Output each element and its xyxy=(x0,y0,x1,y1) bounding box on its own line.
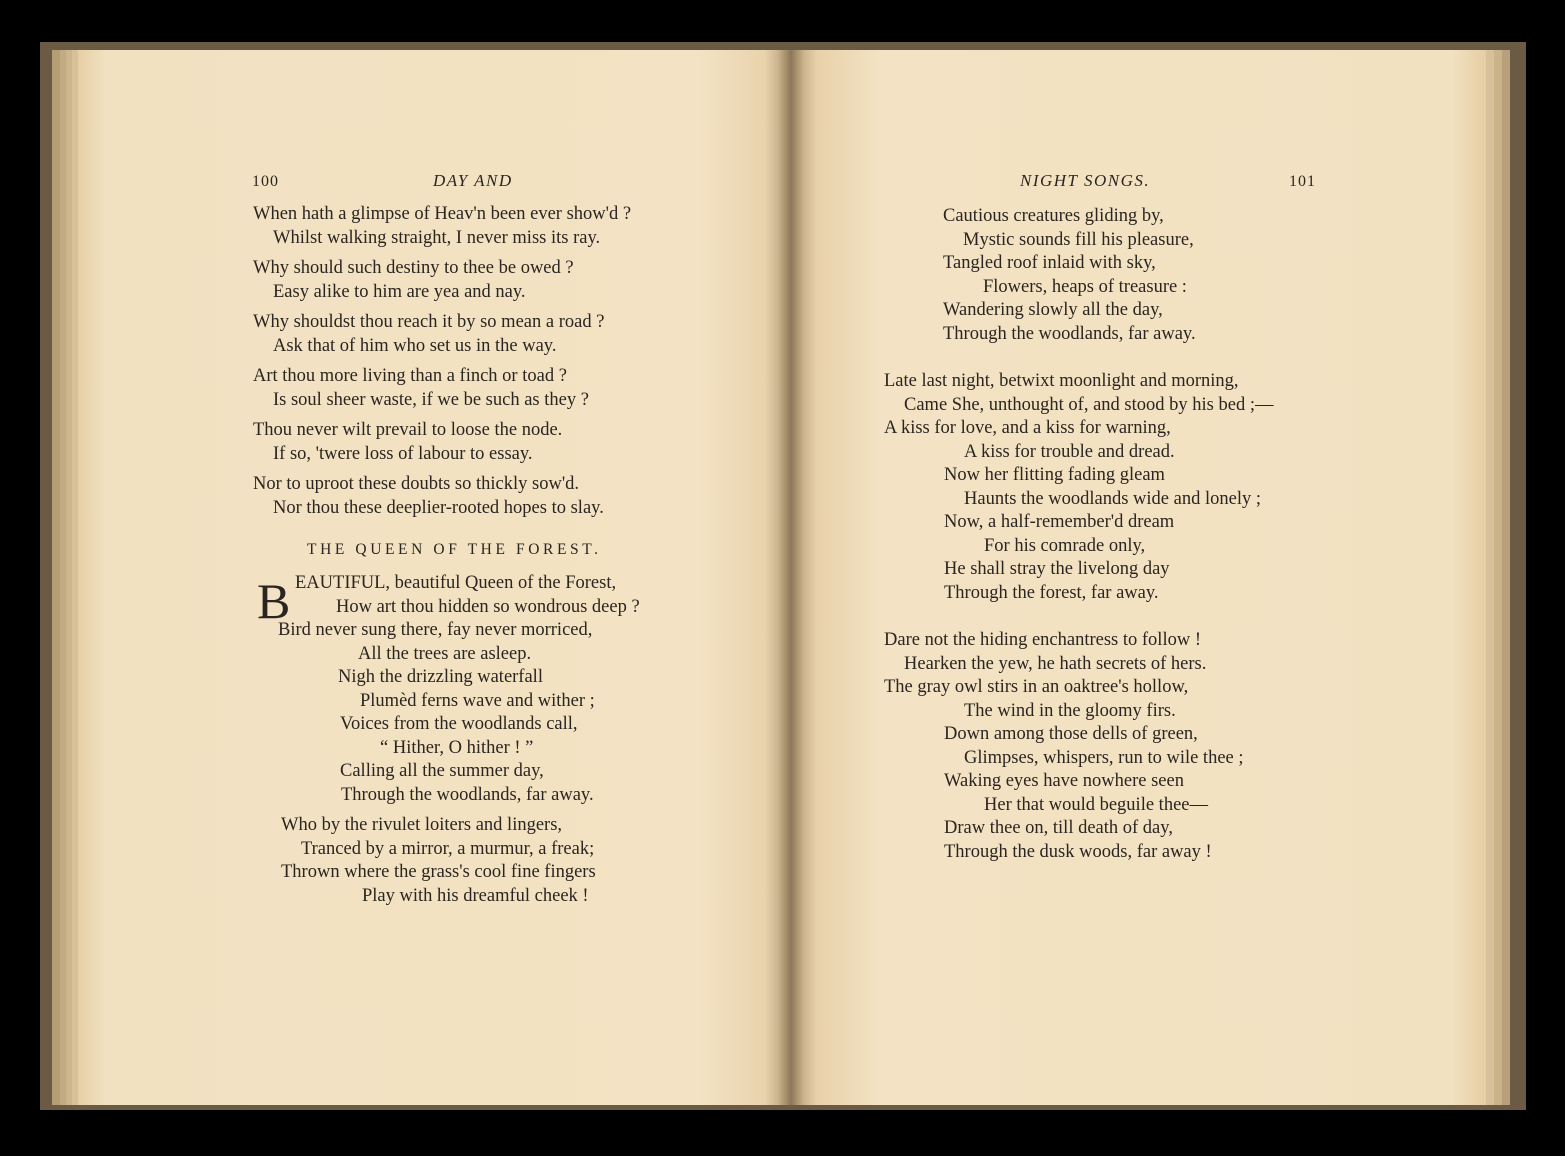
verse-line: Is soul sheer waste, if we be such as they ? xyxy=(273,389,589,410)
book-gutter xyxy=(778,50,804,1105)
verse-line: “ Hither, O hither ! ” xyxy=(380,737,534,758)
verse-line: Nor to uproot these doubts so thickly sow'd. xyxy=(253,474,580,494)
verse-line: Tangled roof inlaid with sky, xyxy=(943,253,1156,273)
verse-line: For his comrade only, xyxy=(984,535,1146,556)
verse-line: He shall stray the livelong day xyxy=(944,559,1170,579)
verse-line: Ask that of him who set us in the way. xyxy=(273,335,557,356)
right-page-number: 101 xyxy=(1289,173,1316,190)
verse-line: Glimpses, whispers, run to wile thee ; xyxy=(964,747,1244,768)
verse-line: Nigh the drizzling waterfall xyxy=(338,667,543,687)
verse-line: Her that would beguile thee— xyxy=(984,794,1208,815)
verse-line: The gray owl stirs in an oaktree's hollow, xyxy=(884,677,1189,697)
verse-line: Flowers, heaps of treasure : xyxy=(983,276,1187,297)
verse-line: Through the dusk woods, far away ! xyxy=(944,841,1212,862)
left-running-head: DAY AND xyxy=(433,171,513,190)
drop-cap: B xyxy=(257,573,291,629)
verse-line: A kiss for love, and a kiss for warning, xyxy=(884,418,1171,438)
verse-line: Why shouldst thou reach it by so mean a road ? xyxy=(253,312,605,332)
verse-line: Art thou more living than a finch or toad ? xyxy=(253,366,567,386)
verse-line: Came She, unthought of, and stood by his bed ;— xyxy=(904,394,1274,415)
verse-line: Mystic sounds fill his pleasure, xyxy=(963,229,1194,250)
verse-line: Down among those dells of green, xyxy=(944,724,1198,744)
verse-line: Easy alike to him are yea and nay. xyxy=(273,281,526,302)
verse-line: The wind in the gloomy firs. xyxy=(964,700,1176,721)
verse-line: A kiss for trouble and dread. xyxy=(964,441,1175,462)
verse-line: Late last night, betwixt moonlight and morning, xyxy=(884,371,1239,391)
verse-line: Thrown where the grass's cool fine fingers xyxy=(281,862,596,882)
left-page-number: 100 xyxy=(252,173,279,190)
left-verse-block xyxy=(253,203,631,520)
right-running-head: NIGHT SONGS. xyxy=(1020,171,1151,190)
verse-line: Who by the rivulet loiters and lingers, xyxy=(281,815,563,835)
verse-line: Whilst walking straight, I never miss its ray. xyxy=(273,227,601,248)
verse-line: Tranced by a mirror, a murmur, a freak; xyxy=(301,838,595,859)
verse-line: Cautious creatures gliding by, xyxy=(943,206,1164,226)
verse-line: Dare not the hiding enchantress to follow ! xyxy=(884,630,1201,650)
verse-line: Bird never sung there, fay never morriced, xyxy=(278,620,593,640)
verse-line: Why should such destiny to thee be owed ? xyxy=(253,258,574,278)
verse-line: Nor thou these deeplier-rooted hopes to slay. xyxy=(273,497,604,518)
verse-line: Hearken the yew, he hath secrets of hers. xyxy=(904,653,1207,674)
verse-line: Thou never wilt prevail to loose the node. xyxy=(253,420,563,440)
verse-line: Through the woodlands, far away. xyxy=(341,784,594,805)
poem-verse-block xyxy=(278,572,640,908)
verse-line: Play with his dreamful cheek ! xyxy=(362,885,589,906)
verse-line: How art thou hidden so wondrous deep ? xyxy=(336,596,640,617)
poem-title: THE QUEEN OF THE FOREST. xyxy=(307,541,602,558)
verse-line: Now her flitting fading gleam xyxy=(944,465,1165,485)
verse-line: Now, a half-remember'd dream xyxy=(944,512,1175,532)
verse-line: When hath a glimpse of Heav'n been ever show'd ? xyxy=(253,204,632,224)
verse-line: All the trees are asleep. xyxy=(358,643,532,664)
verse-line: Calling all the summer day, xyxy=(340,761,544,781)
verse-line: Through the woodlands, far away. xyxy=(943,323,1196,344)
verse-line: Haunts the woodlands wide and lonely ; xyxy=(964,488,1261,509)
verse-line: Waking eyes have nowhere seen xyxy=(944,771,1184,791)
right-verse-block xyxy=(884,205,1273,864)
verse-line: Voices from the woodlands call, xyxy=(340,714,578,734)
verse-line: Draw thee on, till death of day, xyxy=(944,818,1173,838)
verse-line: If so, 'twere loss of labour to essay. xyxy=(273,443,533,464)
verse-line: Wandering slowly all the day, xyxy=(943,300,1163,320)
verse-line: EAUTIFUL, beautiful Queen of the Forest, xyxy=(295,573,617,593)
verse-line: Through the forest, far away. xyxy=(944,582,1159,603)
verse-line: Plumèd ferns wave and wither ; xyxy=(360,690,595,711)
